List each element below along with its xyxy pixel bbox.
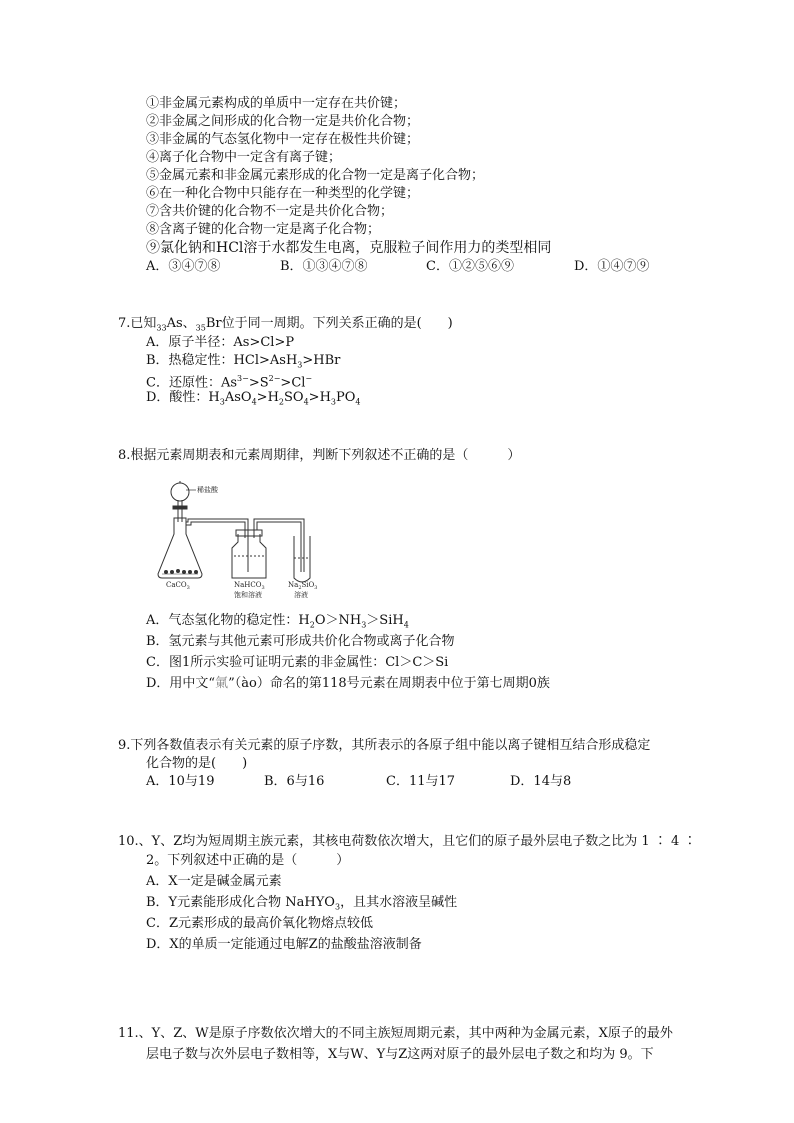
q10-stem-line-2: 2。下列叙述中正确的是（ ） (146, 853, 350, 868)
q6-option-a[interactable]: A．③④⑦⑧ (146, 259, 221, 274)
q6-options (146, 258, 706, 276)
label-dilute-hcl: 稀盐酸 (197, 486, 218, 494)
q10-stem-line-1: 10.、Y、Z均为短周期主族元素，其核电荷数依次增大，且它们的原子最外层电子数之比为 1 ∶ 4 ∶ (118, 834, 697, 849)
q11-stem-line-1: 11.、Y、Z、W是原子序数依次增大的不同主族短周期元素，其中两种为金属元素，X原子的最外 (118, 1026, 673, 1041)
q6-statement-8: ⑧含离子键的化合物一定是离子化合物； (146, 222, 381, 237)
q6-option-d[interactable]: D．①④⑦⑨ (574, 259, 650, 274)
q10-option-b[interactable]: B．Y元素能形成化合物 NaHYO$_3$，且其水溶液呈碱性 (146, 895, 458, 912)
q10-option-c[interactable]: C．Z元素形成的最高价氧化物熔点较低 (146, 916, 373, 931)
q11-stem-line-2: 层电子数与次外层电子数相等，X与W、Y与Z这两对原子的最外层电子数之和均为 9。下 (146, 1047, 654, 1062)
q8-option-a[interactable]: A．气态氢化物的稳定性：$H_2O>NH_3>SiH_4$ (146, 613, 409, 630)
q6-statement-5: ⑤金属元素和非金属元素形成的化合物一定是离子化合物； (146, 168, 485, 183)
q6-statement-9: ⑨氯化钠和HCl溶于水都发生电离，克服粒子间作用力的类型相同 (146, 240, 552, 256)
q10-option-d[interactable]: D．X的单质一定能通过电解Z的盐酸盐溶液制备 (146, 937, 422, 952)
q9-stem-line-2: 化合物的是( ) (146, 756, 248, 771)
q6-statement-2: ②非金属之间形成的化合物一定是共价化合物； (146, 114, 420, 129)
q9-stem-line-1: 9.下列各数值表示有关元素的原子序数，其所表示的各原子组中能以离子键相互结合形成稳定 (118, 738, 651, 753)
q9-option-d[interactable]: D．14与8 (510, 774, 572, 789)
label-caco3: CaCO$_3$ (166, 581, 190, 591)
delivery-tube-2 (254, 519, 304, 572)
q6-option-c[interactable]: C．①②⑤⑥⑨ (426, 259, 514, 274)
label-na2sio3: $Na_2SiO_3$ (288, 581, 318, 591)
label-nahco3: NaHCO$_3$ (234, 581, 265, 591)
q7-option-b[interactable]: B．热稳定性：HCl>AsH$_3$>HBr (146, 353, 341, 370)
conical-flask (158, 518, 202, 578)
q6-statement-6: ⑥在一种化合物中只能存在一种类型的化学键； (146, 186, 420, 201)
q6-statement-1: ①非金属元素构成的单质中一定存在共价键； (146, 96, 407, 111)
q8-stem: 8.根据元素周期表和元素周期律，判断下列叙述不正确的是（ ） (118, 448, 521, 463)
q7-stem: 7.已知$_{33}$As、$_{35}$Br位于同一周期。下列关系正确的是( ) (118, 316, 453, 333)
q7-option-a[interactable]: A．原子半径：As>Cl>P (146, 335, 295, 350)
stopcock-icon (173, 506, 187, 509)
caco3-solid (164, 569, 198, 574)
label-solution: 溶液 (294, 591, 308, 598)
experiment-apparatus-figure (156, 478, 326, 598)
label-saturated-solution: 饱和溶液 (234, 591, 262, 598)
test-tube (294, 536, 310, 582)
q10-option-a[interactable]: A．X一定是碱金属元素 (146, 874, 282, 889)
element-118-character: 氭 (215, 676, 229, 691)
q8-option-d[interactable]: D．用中文“氭”（ào）命名的第118号元素在周期表中位于第七周期0族 (146, 676, 550, 691)
funnel-bulb (171, 483, 189, 501)
q6-option-b[interactable]: B．①③④⑦⑧ (280, 259, 368, 274)
q6-statement-7: ⑦含共价键的化合物不一定是共价化合物； (146, 204, 394, 219)
q9-options (146, 773, 626, 791)
q7-option-d[interactable]: D．酸性：$H_3AsO_4>H_2SO_4>H_3PO_4$ (146, 390, 361, 407)
q9-option-c[interactable]: C．11与17 (386, 774, 456, 789)
q8-option-c[interactable]: C．图1所示实验可证明元素的非金属性：Cl＞C＞Si (146, 655, 449, 670)
q9-option-a[interactable]: A．10与19 (146, 774, 215, 789)
q8-option-b[interactable]: B．氢元素与其他元素可形成共价化合物或离子化合物 (146, 634, 455, 649)
wash-bottle (232, 534, 266, 578)
q6-statement-3: ③非金属的气态氢化物中一定存在极性共价键； (146, 132, 420, 147)
q9-option-b[interactable]: B．6与16 (264, 774, 325, 789)
q6-statement-4: ④离子化合物中一定含有离子键； (146, 150, 342, 165)
q7-option-c[interactable]: C．还原性：$As^{3-}>S^{2-}>Cl^-$ (146, 374, 313, 391)
